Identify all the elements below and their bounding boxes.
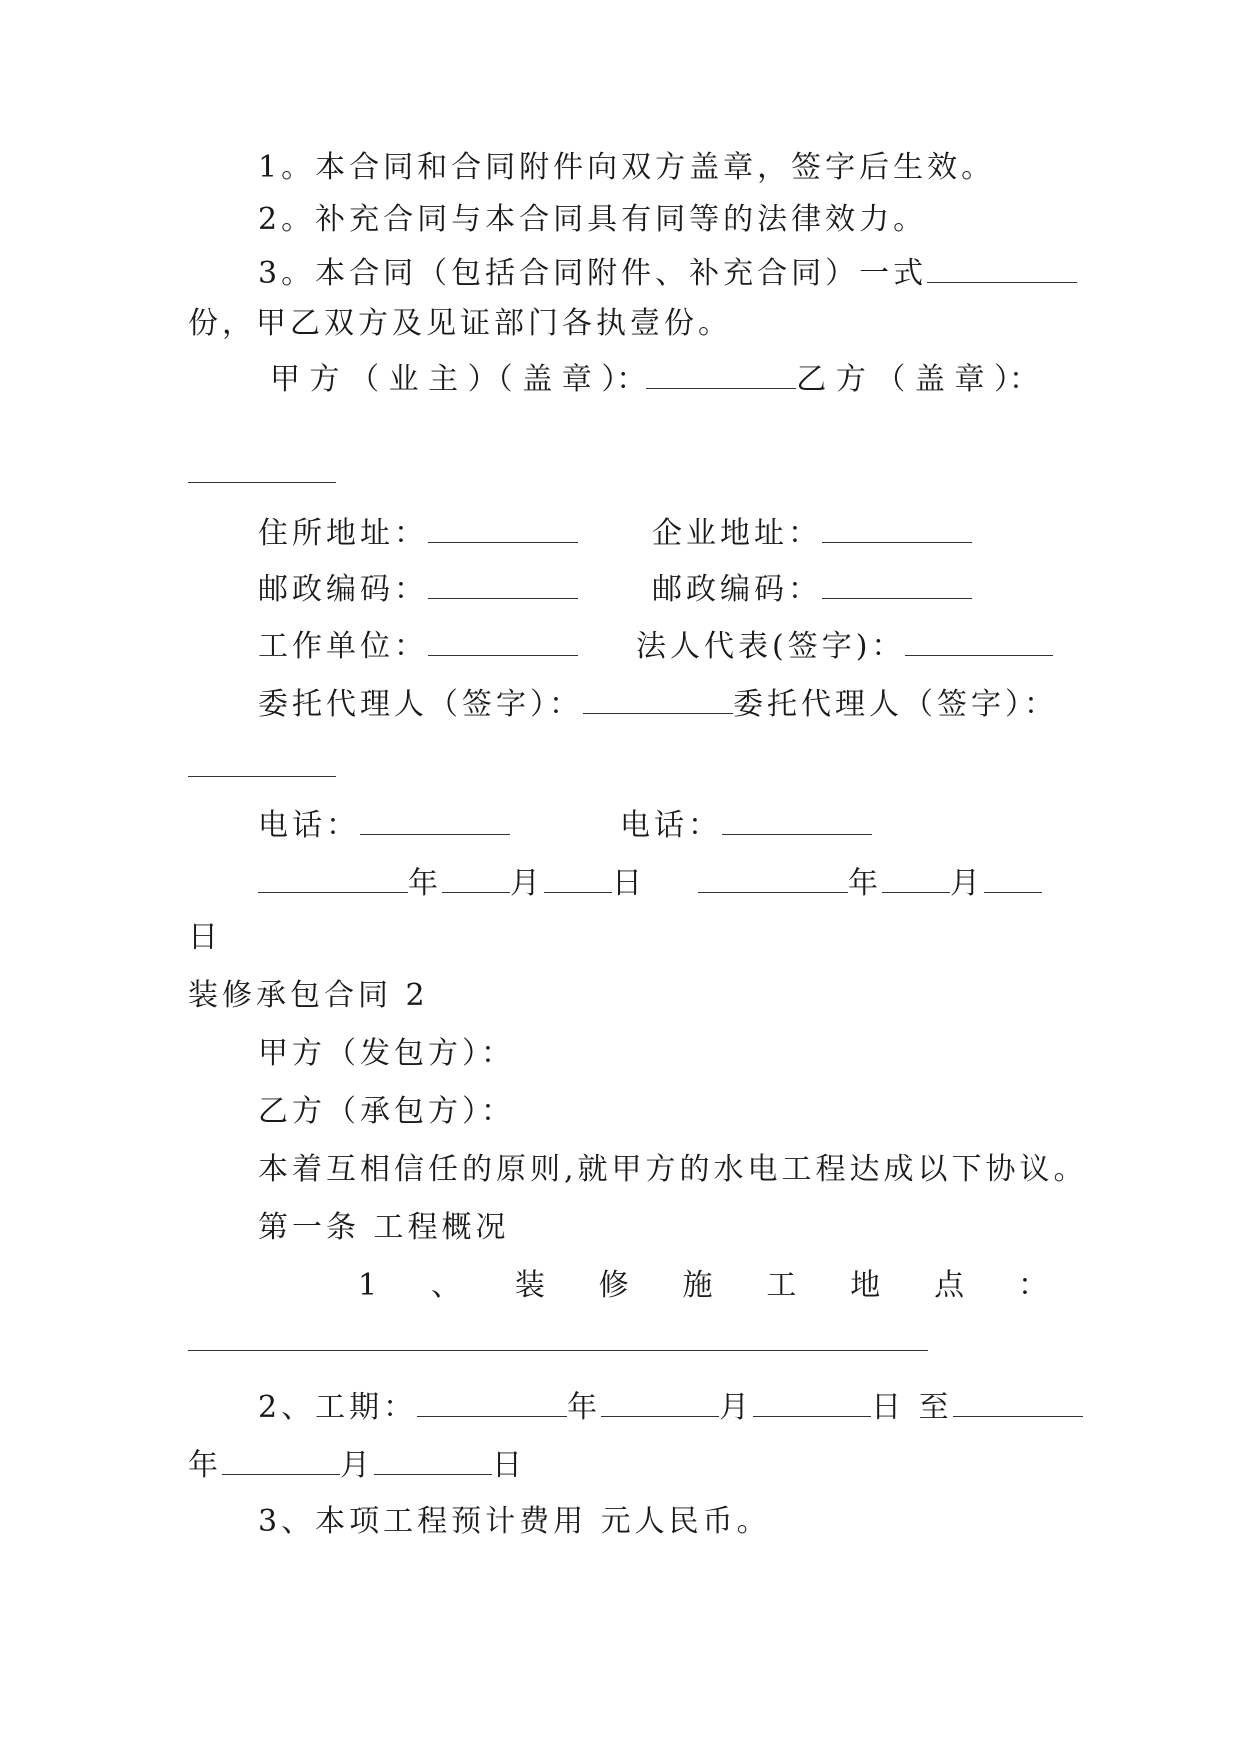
legal-rep-line (636, 625, 1053, 667)
phone-a-blank (360, 804, 510, 835)
party-a-seal-line (270, 358, 1039, 400)
phone-a-label: 电话： (258, 808, 360, 843)
residence-address-line (258, 512, 578, 554)
phone-a-line (258, 804, 510, 846)
item-1-char: 工 (766, 1268, 797, 1303)
date-b-month: 月 (950, 866, 984, 901)
agent-a-blank (583, 683, 733, 714)
party-a-label: 甲 方 （ 业 主 ）（ 盖 章 ）： (270, 362, 647, 397)
start-year: 年 (567, 1390, 602, 1425)
company-address-blank (822, 512, 972, 543)
end-month-blank (222, 1444, 340, 1475)
clause-3-continued: 份，甲乙双方及见证部门各执壹份。 (188, 306, 732, 341)
date-a-day-blank (544, 862, 612, 893)
item-1-char: 修 (598, 1268, 629, 1303)
item-1-char: ： (1017, 1268, 1048, 1303)
start-day-blank (753, 1386, 871, 1417)
contract2-intro: 本着互相信任的原则,就甲方的水电工程达成以下协议。 (258, 1152, 1088, 1187)
end-day-blank (374, 1444, 492, 1475)
contract2-title: 装修承包合同 2 (188, 978, 429, 1013)
start-year-blank (417, 1386, 567, 1417)
phone-b-label: 电话： (620, 808, 722, 843)
end-year: 年 (188, 1448, 222, 1483)
date-a-line (258, 862, 646, 904)
item-1-location-blank (188, 1350, 928, 1351)
item-1-char: 装 (514, 1268, 545, 1303)
residence-address-blank (428, 512, 578, 543)
agent-a-label: 委托代理人（签字）： (258, 687, 583, 722)
party-a-blank (646, 358, 796, 389)
party-b-blank (188, 482, 336, 483)
item-1-char: 施 (682, 1268, 713, 1303)
item-1-location (188, 1266, 1048, 1306)
start-month: 月 (719, 1390, 754, 1425)
copies-blank (927, 252, 1077, 283)
article-1-heading: 第一条 工程概况 (258, 1210, 510, 1245)
clause-1: 1。本合同和合同附件向双方盖章，签字后生效。 (258, 150, 996, 185)
date-a-year: 年 (408, 866, 442, 901)
item-1-char: 点 (934, 1268, 965, 1303)
date-b-month-blank (882, 862, 950, 893)
item-2-to: 日 至 (871, 1390, 953, 1425)
phone-b-line (620, 804, 872, 846)
end-day: 日 (492, 1448, 526, 1483)
residence-address-label: 住所地址： (258, 516, 428, 551)
contract2-party-a: 甲方（发包方）： (258, 1036, 515, 1071)
item-2-line (258, 1386, 1083, 1428)
date-b-year-blank (698, 862, 848, 893)
date-a-day: 日 (612, 866, 646, 901)
start-month-blank (601, 1386, 719, 1417)
date-b-day: 日 (188, 920, 222, 955)
item-2-label: 2、工期： (258, 1390, 418, 1425)
postal-code-b-line (652, 568, 972, 610)
phone-b-blank (722, 804, 872, 835)
company-address-label: 企业地址： (652, 516, 822, 551)
agent-b-blank (188, 776, 336, 777)
work-unit-label: 工作单位： (258, 629, 428, 664)
date-a-month: 月 (510, 866, 544, 901)
date-b-line (698, 862, 1042, 904)
legal-rep-label: 法人代表(签字)： (636, 629, 906, 664)
contract2-party-b: 乙方（承包方）： (258, 1094, 515, 1129)
legal-rep-blank (905, 625, 1053, 656)
postal-code-b-blank (822, 568, 972, 599)
end-year-blank (953, 1386, 1083, 1417)
postal-code-b-label: 邮政编码： (652, 572, 822, 607)
postal-code-a-blank (428, 568, 578, 599)
item-2-end-line (188, 1444, 526, 1486)
agent-line (258, 683, 1058, 725)
date-b-day-blank (984, 862, 1042, 893)
clause-3 (258, 252, 1077, 294)
end-month: 月 (340, 1448, 374, 1483)
date-a-year-blank (258, 862, 408, 893)
date-a-month-blank (442, 862, 510, 893)
item-1-char: 地 (850, 1268, 881, 1303)
postal-code-a-line (258, 568, 578, 610)
agent-b-label: 委托代理人（签字）： (733, 687, 1058, 722)
clause-2: 2。补充合同与本合同具有同等的法律效力。 (258, 202, 928, 237)
item-1-char: 、 (430, 1268, 461, 1303)
item-1-char: 1 (358, 1268, 378, 1303)
work-unit-blank (428, 625, 578, 656)
item-3-cost: 3、本项工程预计费用 元人民币。 (258, 1504, 771, 1539)
postal-code-a-label: 邮政编码： (258, 572, 428, 607)
party-b-label: 乙 方 （ 盖 章 ）： (796, 362, 1039, 397)
clause-3-text: 3。本合同（包括合同附件、补充合同）一式 (258, 256, 928, 291)
date-b-year: 年 (848, 866, 882, 901)
company-address-line (652, 512, 972, 554)
work-unit-line (258, 625, 578, 667)
